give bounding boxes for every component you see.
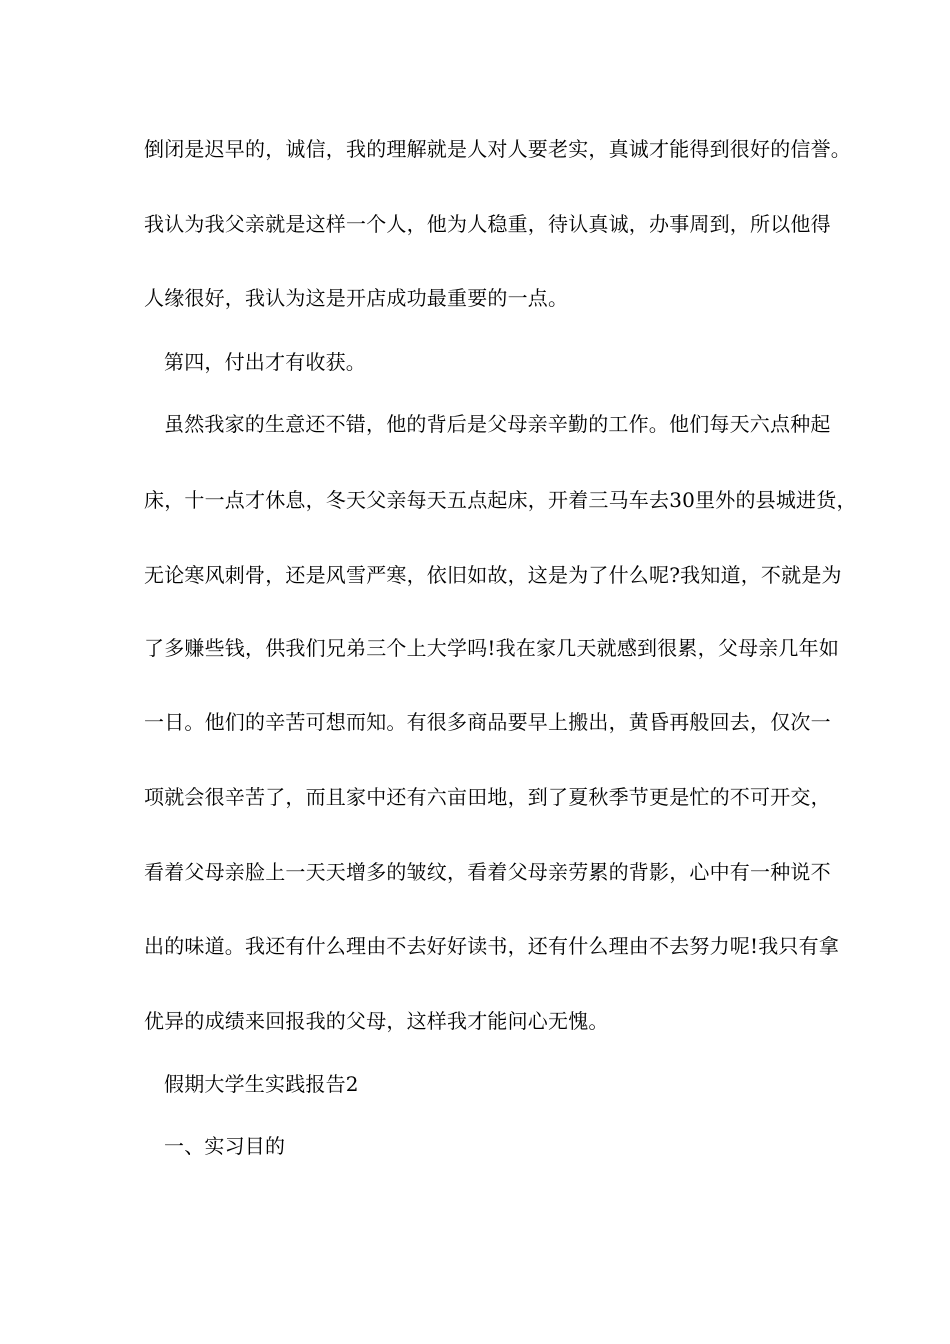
paragraph-line: 了多赚些钱，供我们兄弟三个上大学吗!我在家几天就感到很累，父母亲几年如 [144, 636, 840, 660]
paragraph-line: 虽然我家的生意还不错，他的背后是父母亲辛勤的工作。他们每天六点种起 [164, 412, 831, 436]
section-heading: 第四，付出才有收获。 [164, 350, 366, 374]
paragraph-line: 床，十一点才休息，冬天父亲每天五点起床，开着三马车去30里外的县城进货， [144, 488, 857, 512]
paragraph-line: 优异的成绩来回报我的父母，这样我才能问心无愧。 [144, 1009, 609, 1033]
paragraph-line: 项就会很辛苦了，而且家中还有六亩田地，到了夏秋季节更是忙的不可开交， [144, 785, 831, 809]
paragraph-line: 人缘很好，我认为这是开店成功最重要的一点。 [144, 286, 569, 310]
paragraph-line: 一日。他们的辛苦可想而知。有很多商品要早上搬出，黄昏再般回去，仅次一 [144, 710, 831, 734]
paragraph-line: 倒闭是迟早的，诚信，我的理解就是人对人要老实，真诚才能得到很好的信誉。 [144, 137, 851, 161]
report-title: 假期大学生实践报告2 [164, 1072, 359, 1096]
paragraph-line: 出的味道。我还有什么理由不去好好读书，还有什么理由不去努力呢!我只有拿 [144, 934, 840, 958]
paragraph-line: 看着父母亲脸上一天天增多的皱纹，看着父母亲劳累的背影，心中有一种说不 [144, 860, 831, 884]
paragraph-line: 无论寒风刺骨，还是风雪严寒，依旧如故，这是为了什么呢?我知道，不就是为 [144, 563, 842, 587]
paragraph-line: 我认为我父亲就是这样一个人，他为人稳重，待认真诚，办事周到，所以他得 [144, 212, 831, 236]
section-heading: 一、实习目的 [164, 1134, 286, 1158]
